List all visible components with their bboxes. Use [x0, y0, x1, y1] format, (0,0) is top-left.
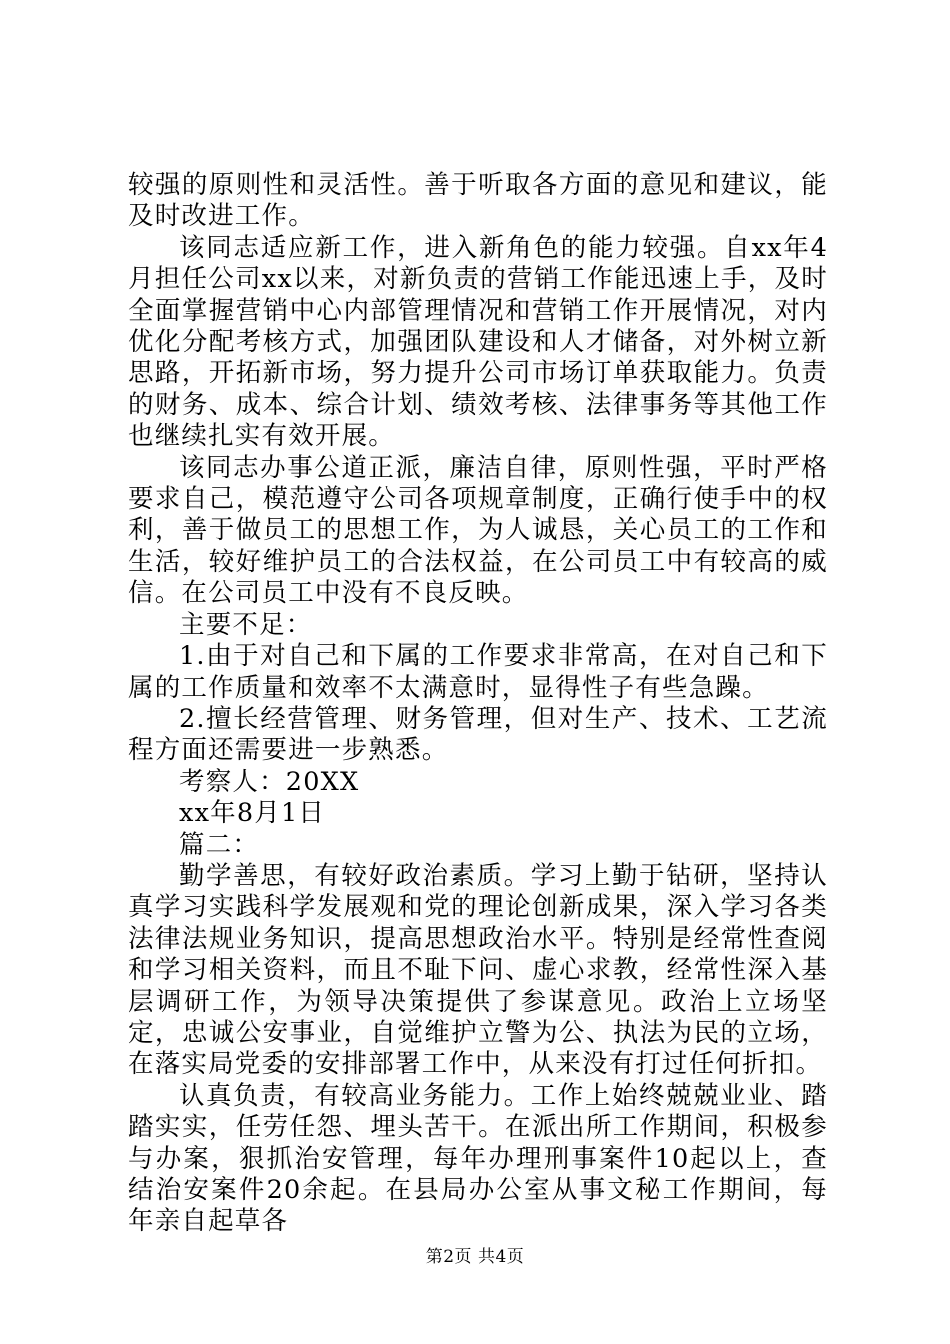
section-heading-shortcomings: 主要不足：: [179, 609, 313, 640]
list-item-1: 1.由于对自己和下属的工作要求非常高，在对自己和下属的工作质量和效率不太满意时，显得性子有些急躁。: [128, 641, 828, 703]
paragraph-5: 认真负责，有较高业务能力。工作上始终兢兢业业、踏踏实实，任劳任怨、埋头苦干。在派出所工作期间，积极参与办案，狠抓治安管理，每年办理刑事案件10起以上，查结治安案件20余起。在县局办公室从事文秘工作期间，每年亲自起草各: [128, 1080, 828, 1237]
paragraph-2: 该同志适应新工作，进入新角色的能力较强。自xx年4月担任公司xx以来，对新负责的营销工作能迅速上手，及时全面掌握营销中心内部管理情况和营销工作开展情况，对内优化分配考核方式，加强团队建设和人才储备，对外树立新思路，开拓新市场，努力提升公司市场订单获取能力。负责的财务、成本、综合计划、绩效考核、法律事务等其他工作也继续扎实有效开展。: [128, 232, 828, 452]
list-item-2: 2.擅长经营管理、财务管理，但对生产、技术、工艺流程方面还需要进一步熟悉。: [128, 703, 828, 766]
page-number-footer: 第2页 共4页: [425, 1247, 525, 1267]
paragraph-4: 勤学善思，有较好政治素质。学习上勤于钻研，坚持认真学习实践科学发展观和党的理论创新成果，深入学习各类法律法规业务知识，提高思想政治水平。特别是经常性查阅和学习相关资料，而且不耻下问、虚心求教，经常性深入基层调研工作，为领导决策提供了参谋意见。政治上立场坚定，忠诚公安事业，自觉维护立警为公、执法为民的立场，在落实局党委的安排部署工作中，从来没有打过任何折扣。: [128, 860, 828, 1080]
inspector-line: 考察人：20XX: [179, 766, 360, 797]
paragraph-1: 较强的原则性和灵活性。善于听取各方面的意见和建议，能及时改进工作。: [128, 170, 828, 232]
paragraph-3: 该同志办事公道正派，廉洁自律，原则性强，平时严格要求自己，模范遵守公司各项规章制度，正确行使手中的权利，善于做员工的思想工作，为人诚恳，关心员工的工作和生活，较好维护员工的合法权益，在公司员工中有较高的威信。在公司员工中没有不良反映。: [128, 452, 828, 609]
date-line: xx年8月1日: [179, 798, 326, 829]
section-heading-part-two: 篇二：: [179, 829, 260, 860]
document-body: [128, 170, 828, 1238]
